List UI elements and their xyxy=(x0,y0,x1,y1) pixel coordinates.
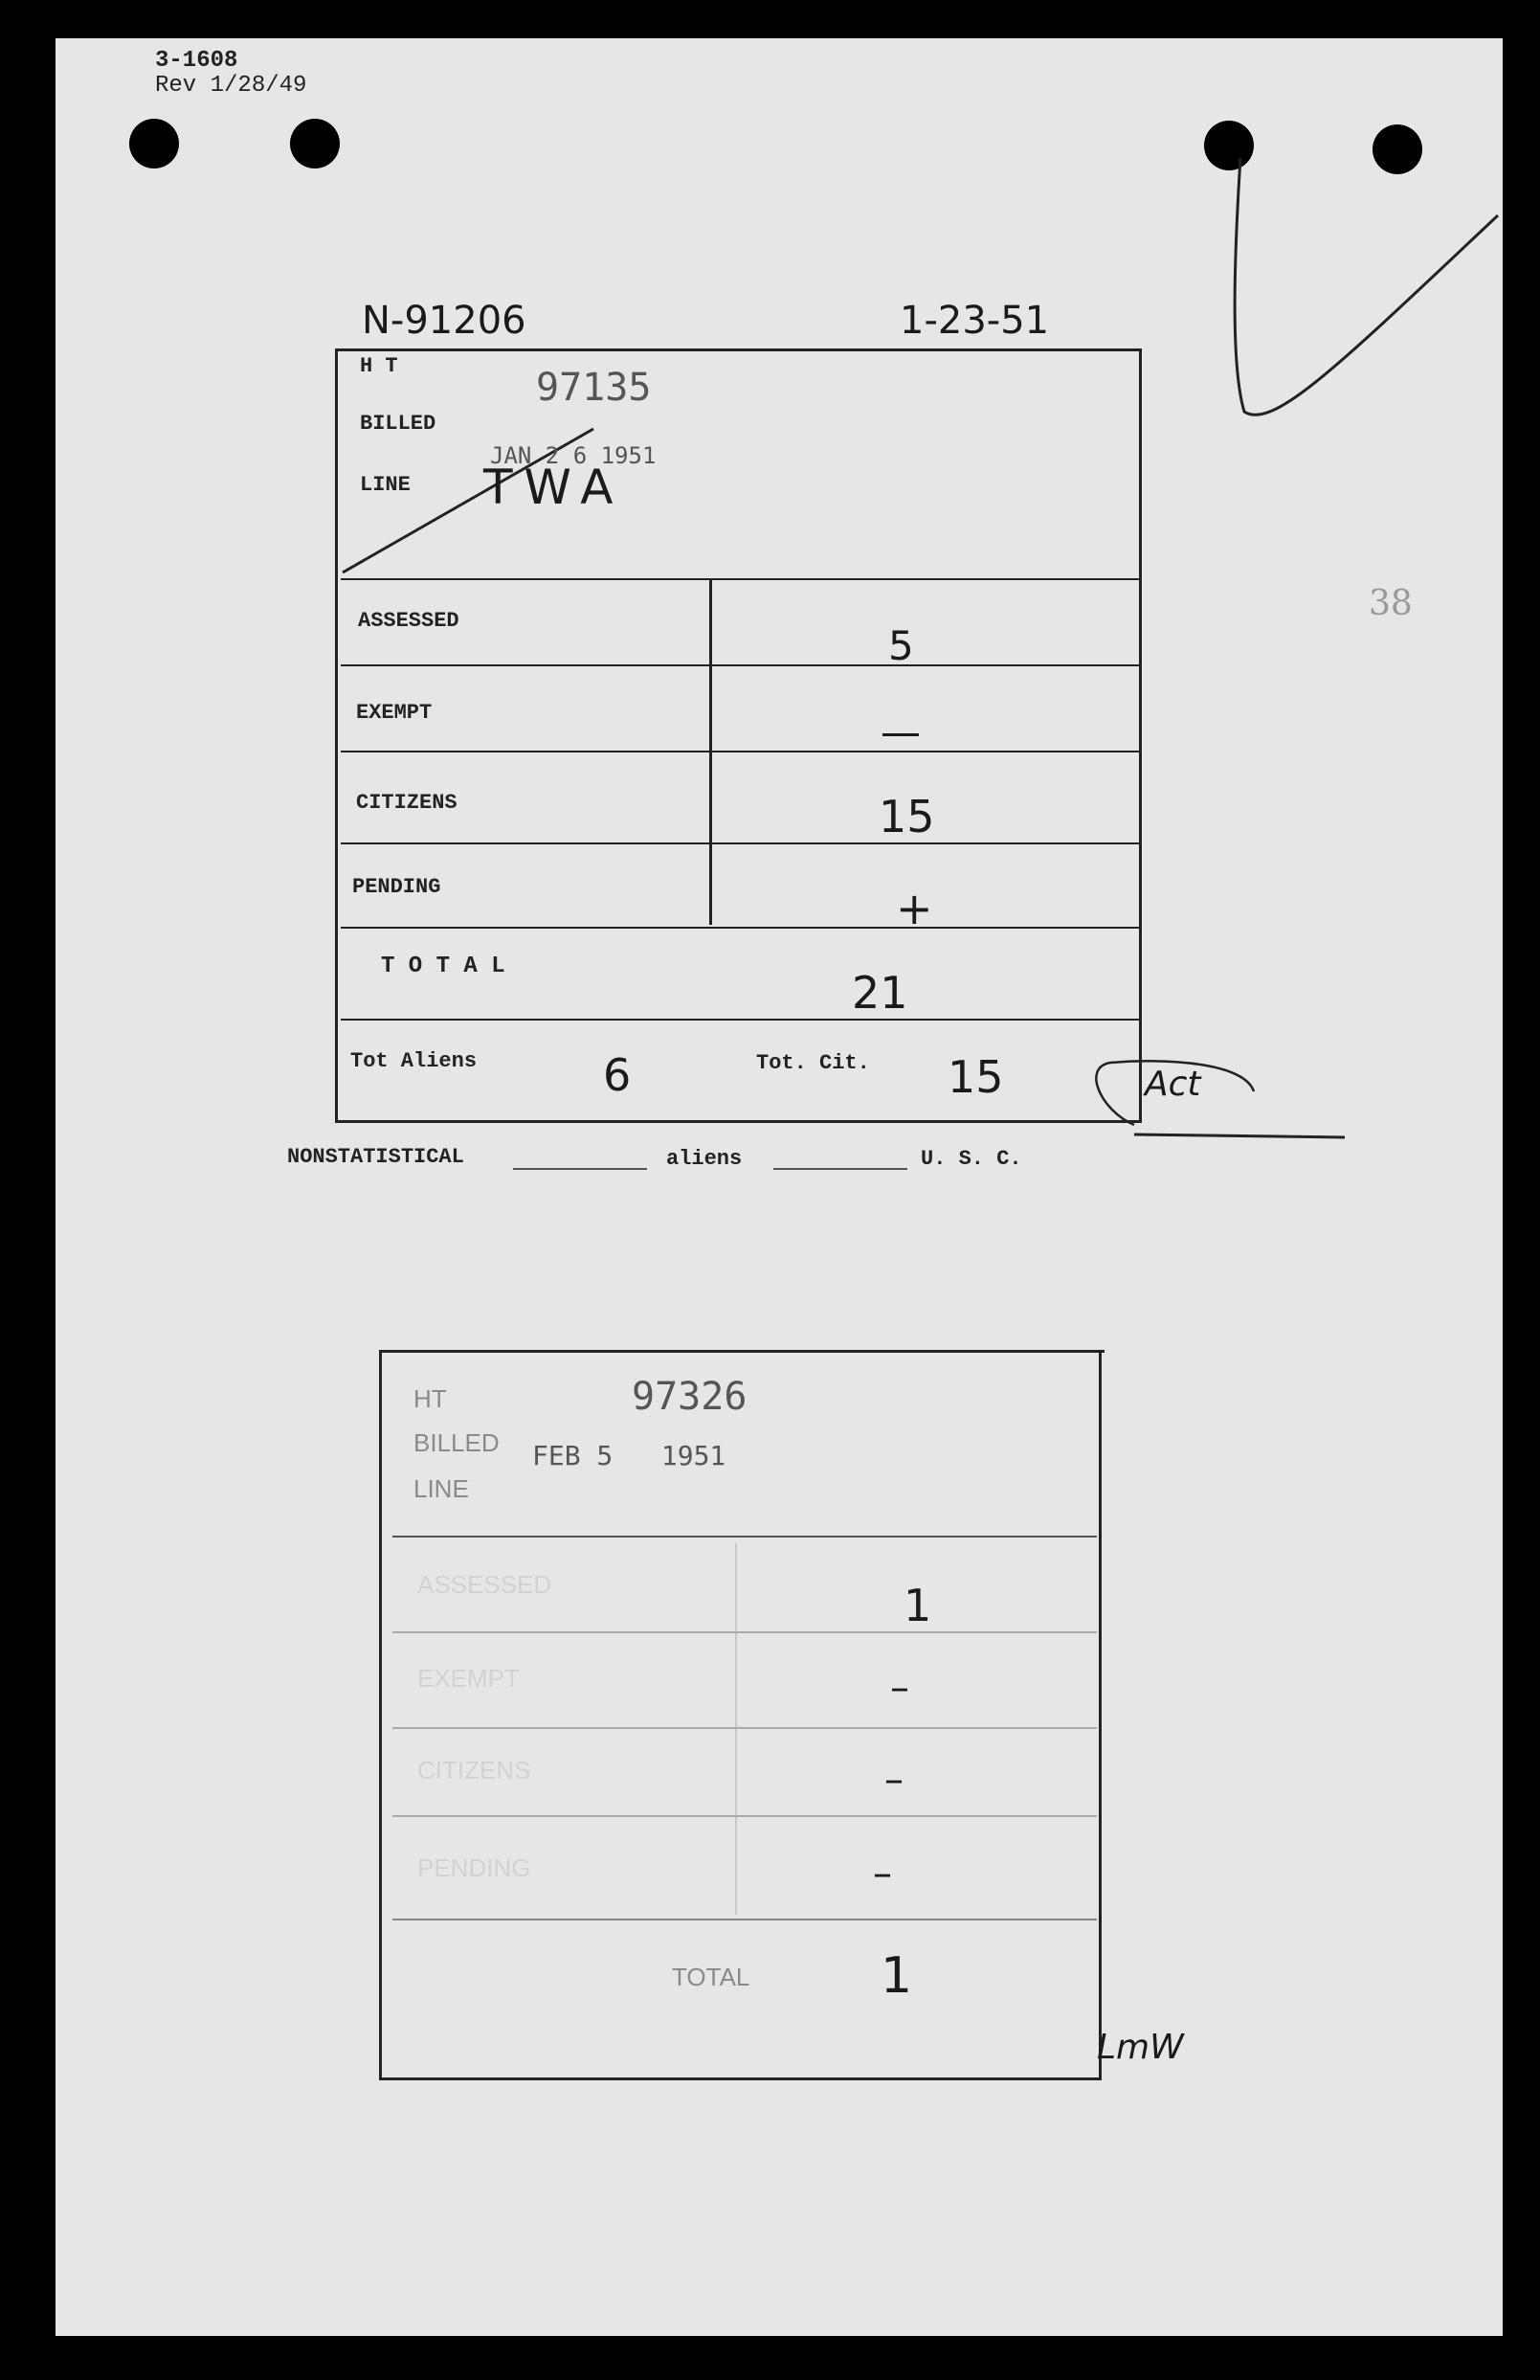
nonstat-aliens-blank xyxy=(513,1168,647,1170)
row-value-assessed-2: 1 xyxy=(904,1580,932,1631)
row-value-assessed: 5 xyxy=(888,622,914,669)
row-label-exempt: EXEMPT xyxy=(356,701,433,725)
card2-right-border xyxy=(1099,1350,1102,2079)
row-value-exempt: — xyxy=(881,708,921,755)
row-divider xyxy=(341,751,1139,752)
row-value-pending: + xyxy=(896,883,933,934)
billed-label: BILLED xyxy=(360,412,436,436)
line-label-2: LINE xyxy=(413,1474,469,1503)
card2-bottom-border xyxy=(379,2077,1102,2080)
row-value-citizens: 15 xyxy=(879,791,935,842)
card2-row-divider xyxy=(392,1727,1097,1729)
nonstatistical-usc: U. S. C. xyxy=(921,1147,1022,1171)
row-divider xyxy=(341,664,1139,666)
margin-page-number: 38 xyxy=(1369,584,1413,623)
row-label-citizens-2: CITIZENS xyxy=(417,1756,531,1785)
card2-row-divider xyxy=(392,1815,1097,1817)
row-label-pending-2: PENDING xyxy=(417,1853,531,1882)
card2-divider xyxy=(392,1536,1097,1538)
card1-bottom-border xyxy=(335,1120,1142,1123)
billed-date-2: FEB 5 1951 xyxy=(532,1440,726,1471)
card2-row-divider xyxy=(392,1631,1097,1633)
tot-aliens-label: Tot Aliens xyxy=(350,1049,478,1073)
billed-date: JAN 2 6 1951 xyxy=(490,442,657,469)
total-value: 21 xyxy=(852,967,908,1019)
row-label-pending: PENDING xyxy=(352,875,441,899)
line-value: TWA xyxy=(483,460,625,515)
form-number: 3-1608 xyxy=(155,48,238,74)
nonstatistical-label: NONSTATISTICAL xyxy=(287,1145,464,1169)
row-divider xyxy=(341,927,1139,929)
card1-right-border xyxy=(1139,348,1142,1122)
card-date: 1-23-51 xyxy=(900,299,1050,343)
ht-label: H T xyxy=(360,354,398,378)
tot-aliens-value: 6 xyxy=(603,1049,632,1101)
form-revision: Rev 1/28/49 xyxy=(155,73,307,99)
total-label-2: TOTAL xyxy=(672,1963,750,1991)
row-label-assessed: ASSESSED xyxy=(358,609,459,633)
line-label: LINE xyxy=(360,473,411,497)
initials-signature-2: LmW xyxy=(1097,2028,1184,2067)
row-value-exempt-2: – xyxy=(890,1666,909,1710)
initials-signature: Act xyxy=(1145,1065,1201,1104)
ht-number: 97135 xyxy=(536,366,652,410)
ht-number-2: 97326 xyxy=(632,1375,748,1419)
ht-label-2: HT xyxy=(413,1384,447,1413)
row-divider xyxy=(341,1019,1139,1021)
tot-cit-label: Tot. Cit. xyxy=(756,1051,870,1075)
card2-left-border xyxy=(379,1350,382,2079)
row-label-citizens: CITIZENS xyxy=(356,791,458,815)
tot-cit-value: 15 xyxy=(948,1051,1004,1103)
card2-top-border xyxy=(381,1350,1105,1353)
nonstat-usc-blank xyxy=(773,1168,907,1170)
card2-col-divider xyxy=(735,1543,737,1915)
card1-top-border xyxy=(337,348,1141,351)
file-number: N-91206 xyxy=(362,299,526,343)
row-value-citizens-2: – xyxy=(884,1758,904,1802)
row-value-pending-2: – xyxy=(873,1852,892,1896)
card2-row-divider xyxy=(392,1919,1097,1920)
nonstatistical-aliens: aliens xyxy=(666,1147,743,1171)
total-label: T O T A L xyxy=(381,954,505,979)
row-label-assessed-2: ASSESSED xyxy=(417,1570,552,1599)
row-divider xyxy=(341,842,1139,844)
table-divider xyxy=(341,578,1139,580)
billed-label-2: BILLED xyxy=(413,1428,500,1457)
row-label-exempt-2: EXEMPT xyxy=(417,1664,520,1693)
total-value-2: 1 xyxy=(881,1947,913,2005)
card1-left-border xyxy=(335,348,338,1122)
